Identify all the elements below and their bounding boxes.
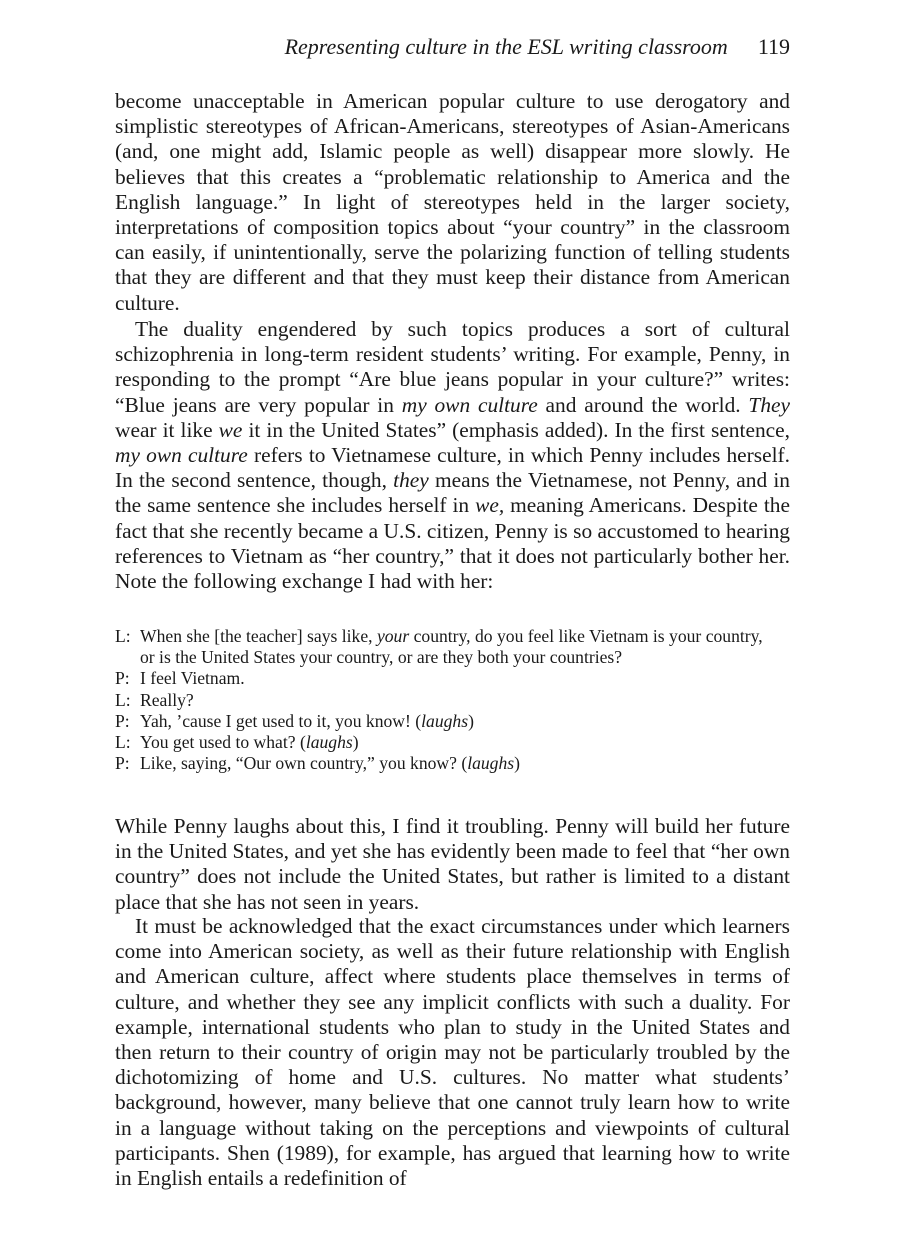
transcript-speaker: L:	[115, 626, 131, 646]
transcript-speaker: P:	[115, 668, 130, 689]
paragraph-2-text-5: refers to Vietnamese culture, in which Penny includes herself. In the second sentence, though,	[115, 443, 790, 493]
paragraph-2	[115, 317, 790, 594]
transcript-utterance	[140, 690, 775, 711]
utterance-emphasis: laughs	[421, 710, 469, 731]
transcript-line	[115, 711, 775, 732]
utterance-text: I feel Vietnam.	[140, 668, 245, 689]
transcript-line	[115, 753, 775, 774]
transcript-utterance	[140, 711, 775, 732]
paragraph-1: become unacceptable in American popular culture to use derogatory and simplistic stereotypes of African-Americans, stereotypes of Asian-Americans (and, one might add, Islamic people as well) disappear more slowly. He believes that this creates a “problematic relationship to America and the English language.” In light of stereotypes held in the larger society, interpretations of composition topics about “your country” in the classroom can easily, if unintentionally, serve the polarizing function of telling students that they are different and that they must keep their distance from American culture.	[115, 89, 790, 315]
body-block-1	[115, 89, 790, 316]
body-block-2	[115, 317, 790, 594]
body-block-3	[115, 814, 790, 915]
transcript-utterance	[140, 753, 775, 774]
transcript-line	[115, 690, 775, 711]
transcript-line	[115, 626, 775, 668]
paragraph-2-text-2: and around the world.	[537, 392, 749, 417]
interview-transcript	[115, 626, 775, 774]
transcript-line	[115, 668, 775, 689]
transcript-speaker: P:	[115, 753, 130, 774]
utterance-emphasis: laughs	[467, 753, 515, 774]
utterance-text: You get used to what? (	[140, 732, 306, 753]
paragraph-2-emphasis-1: my own culture	[401, 392, 538, 417]
transcript-utterance	[140, 732, 775, 753]
utterance-text-end: )	[514, 753, 520, 774]
page-number: 119	[757, 34, 790, 59]
paragraph-2-text-3: wear it like	[115, 417, 219, 442]
utterance-text: Like, saying, “Our own country,” you know? (	[140, 753, 468, 774]
running-title: Representing culture in the ESL writing classroom	[284, 34, 728, 59]
utterance-text: When she [the teacher] says like,	[140, 626, 377, 646]
paragraph-3: While Penny laughs about this, I find it troubling. Penny will build her future in the United States, and yet she has evidently been made to feel that “her own country” does not include the United States, but rather is limited to a distant place that she has not seen in years.	[115, 814, 790, 914]
paragraph-2-text-1: The duality engendered by such topics produces a sort of cultural schizophrenia in long-term resident students’ writing. For example, Penny, in responding to the prompt “Are blue jeans popular in your culture?” writes: “Blue jeans are very popular in	[115, 317, 790, 417]
transcript-speaker: L:	[115, 732, 131, 753]
paragraph-4: It must be acknowledged that the exact circumstances under which learners come into American society, as well as their future relationship with English and American culture, affect where students place themselves in terms of culture, and whether they see any implicit conflicts with such a duality. For example, international students who plan to study in the United States and then return to their country of origin may not be particularly troubled by the dichotomizing of home and U.S. cultures. No matter what students’ background, however, many believe that one cannot truly learn how to write in a language without taking on the perceptions and viewpoints of cultural participants. Shen (1989), for example, has argued that learning how to write in English entails a redefinition of	[115, 914, 790, 1191]
transcript-speaker: P:	[115, 710, 130, 731]
paragraph-2-emphasis-6: we,	[475, 493, 505, 518]
utterance-text: Yah, ’cause I get used to it, you know! (	[140, 710, 422, 731]
body-block-4	[115, 914, 790, 1191]
paragraph-2-text-4: it in the United States” (emphasis added). In the first sentence,	[242, 417, 790, 442]
transcript-speaker: L:	[115, 689, 131, 710]
paragraph-2-text-6: means the Vietnamese, not Penny, and in the same sentence she includes herself in	[115, 468, 790, 518]
utterance-emphasis: your	[376, 626, 410, 646]
running-head	[115, 34, 790, 68]
utterance-text: Really?	[140, 689, 194, 710]
utterance-emphasis: laughs	[305, 732, 353, 753]
utterance-text-end: )	[468, 710, 474, 731]
paragraph-2-emphasis-2: They	[748, 392, 791, 417]
paragraph-2-text-7: meaning Americans. Despite the fact that she recently became a U.S. citizen, Penny is so accustomed to hearing references to Vietnam as “her country,” that it does not particularly bother her. Note the following exchange I had with her:	[115, 493, 790, 594]
utterance-text-end: country, do you feel like Vietnam is your country, or is the United States your country, or are they both your countries?	[140, 626, 763, 668]
paragraph-2-emphasis-3: we	[218, 417, 243, 442]
transcript-utterance	[140, 626, 775, 668]
paragraph-2-emphasis-4: my own culture	[115, 443, 248, 468]
transcript-line	[115, 732, 775, 753]
transcript-utterance	[140, 668, 775, 689]
paragraph-2-emphasis-5: they	[393, 468, 429, 493]
utterance-text-end: )	[352, 732, 359, 753]
